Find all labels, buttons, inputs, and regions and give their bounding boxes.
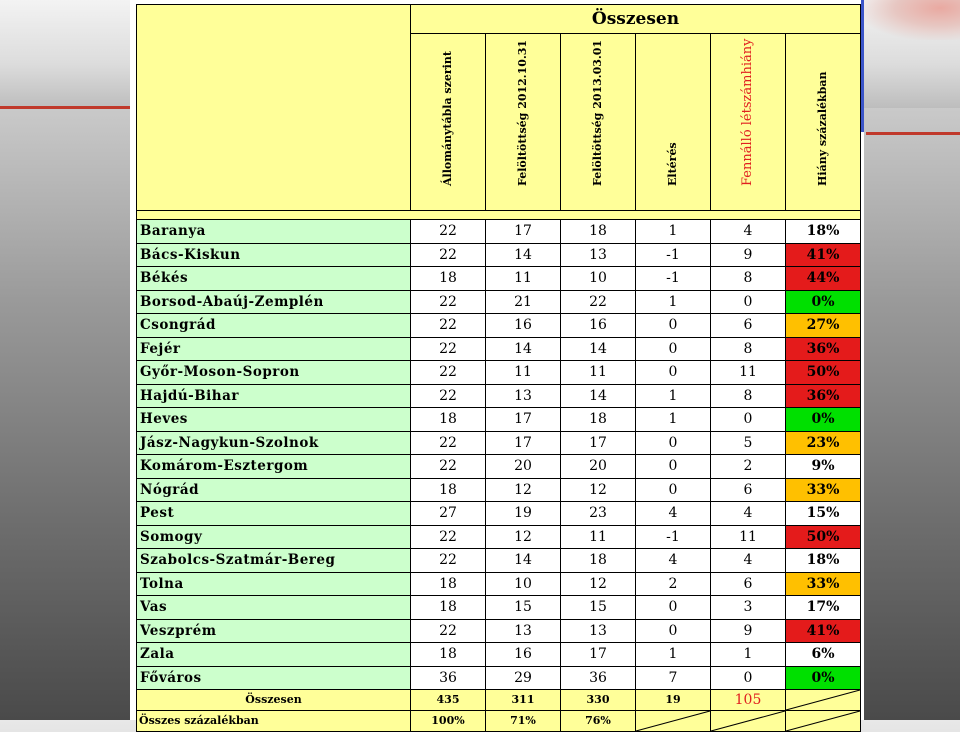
value-cell: 36 bbox=[411, 666, 486, 690]
totals-row bbox=[137, 690, 861, 711]
value-cell: 7 bbox=[636, 666, 711, 690]
shortage-percent-cell: 9% bbox=[786, 455, 861, 479]
value-cell: 19 bbox=[486, 502, 561, 526]
value-cell: 29 bbox=[486, 666, 561, 690]
value-cell: 10 bbox=[561, 267, 636, 291]
percent-label: Összes százalékban bbox=[137, 711, 411, 732]
shortage-percent-cell: 0% bbox=[786, 290, 861, 314]
table-row bbox=[137, 619, 861, 643]
value-cell: 1 bbox=[636, 220, 711, 244]
value-cell: 14 bbox=[486, 337, 561, 361]
value-cell: 0 bbox=[636, 314, 711, 338]
table-row bbox=[137, 431, 861, 455]
value-cell: 18 bbox=[411, 478, 486, 502]
value-cell: 22 bbox=[411, 290, 486, 314]
value-cell: -1 bbox=[636, 525, 711, 549]
value-cell: 22 bbox=[411, 384, 486, 408]
value-cell: 9 bbox=[711, 243, 786, 267]
percent-diagonal-cell bbox=[636, 711, 711, 732]
shortage-percent-cell: 18% bbox=[786, 549, 861, 573]
value-cell: 18 bbox=[411, 408, 486, 432]
table-row bbox=[137, 220, 861, 244]
value-cell: 11 bbox=[486, 361, 561, 385]
county-name: Fejér bbox=[137, 337, 411, 361]
shortage-percent-cell: 23% bbox=[786, 431, 861, 455]
value-cell: 22 bbox=[411, 337, 486, 361]
table-row bbox=[137, 572, 861, 596]
value-cell: 20 bbox=[486, 455, 561, 479]
totals-cell: 330 bbox=[561, 690, 636, 711]
value-cell: 17 bbox=[486, 220, 561, 244]
value-cell: -1 bbox=[636, 267, 711, 291]
col-header-1: Állománytábla szerint bbox=[411, 34, 486, 211]
value-cell: 3 bbox=[711, 596, 786, 620]
value-cell: 4 bbox=[711, 220, 786, 244]
value-cell: 0 bbox=[636, 361, 711, 385]
table-row bbox=[137, 502, 861, 526]
value-cell: 14 bbox=[486, 549, 561, 573]
value-cell: 15 bbox=[561, 596, 636, 620]
value-cell: 6 bbox=[711, 572, 786, 596]
shortage-percent-cell: 41% bbox=[786, 243, 861, 267]
percent-diagonal-cell bbox=[786, 711, 861, 732]
col-header-6: Hiány százalékban bbox=[786, 34, 861, 211]
value-cell: 14 bbox=[561, 337, 636, 361]
percent-diagonal-cell bbox=[711, 711, 786, 732]
value-cell: 13 bbox=[486, 619, 561, 643]
table-row bbox=[137, 361, 861, 385]
county-name: Győr-Moson-Sopron bbox=[137, 361, 411, 385]
shortage-percent-cell: 18% bbox=[786, 220, 861, 244]
county-name: Főváros bbox=[137, 666, 411, 690]
col-header-3: Felöltöttség 2013.03.01 bbox=[561, 34, 636, 211]
value-cell: 8 bbox=[711, 384, 786, 408]
value-cell: 11 bbox=[711, 525, 786, 549]
shortage-percent-cell: 33% bbox=[786, 478, 861, 502]
value-cell: 14 bbox=[561, 384, 636, 408]
county-name: Veszprém bbox=[137, 619, 411, 643]
percent-cell: 100% bbox=[411, 711, 486, 732]
value-cell: 4 bbox=[636, 549, 711, 573]
shortage-percent-cell: 44% bbox=[786, 267, 861, 291]
value-cell: 13 bbox=[486, 384, 561, 408]
table-row bbox=[137, 243, 861, 267]
header-blank-cell bbox=[137, 5, 411, 211]
shortage-percent-cell: 0% bbox=[786, 666, 861, 690]
totals-cell: 435 bbox=[411, 690, 486, 711]
value-cell: 22 bbox=[411, 243, 486, 267]
value-cell: 21 bbox=[486, 290, 561, 314]
percent-row bbox=[137, 711, 861, 732]
county-name: Csongrád bbox=[137, 314, 411, 338]
table-row bbox=[137, 549, 861, 573]
col-header-2: Felöltöttség 2012.10.31 bbox=[486, 34, 561, 211]
value-cell: 1 bbox=[636, 290, 711, 314]
value-cell: 12 bbox=[561, 478, 636, 502]
value-cell: 22 bbox=[411, 314, 486, 338]
county-name: Heves bbox=[137, 408, 411, 432]
shortage-percent-cell: 41% bbox=[786, 619, 861, 643]
value-cell: 0 bbox=[636, 619, 711, 643]
value-cell: 18 bbox=[561, 549, 636, 573]
table-row bbox=[137, 666, 861, 690]
header-rule-right bbox=[866, 132, 960, 135]
county-name: Komárom-Esztergom bbox=[137, 455, 411, 479]
value-cell: 2 bbox=[636, 572, 711, 596]
group-header: Összesen bbox=[411, 5, 861, 34]
value-cell: 0 bbox=[636, 596, 711, 620]
value-cell: 36 bbox=[561, 666, 636, 690]
value-cell: 0 bbox=[711, 290, 786, 314]
value-cell: 6 bbox=[711, 314, 786, 338]
county-name: Zala bbox=[137, 643, 411, 667]
county-name: Jász-Nagykun-Szolnok bbox=[137, 431, 411, 455]
value-cell: 18 bbox=[411, 267, 486, 291]
shortage-percent-cell: 33% bbox=[786, 572, 861, 596]
shortage-percent-cell: 6% bbox=[786, 643, 861, 667]
value-cell: 0 bbox=[636, 455, 711, 479]
county-name: Pest bbox=[137, 502, 411, 526]
value-cell: 1 bbox=[636, 408, 711, 432]
value-cell: -1 bbox=[636, 243, 711, 267]
value-cell: 22 bbox=[411, 619, 486, 643]
value-cell: 13 bbox=[561, 619, 636, 643]
table-row bbox=[137, 267, 861, 291]
county-name: Nógrád bbox=[137, 478, 411, 502]
county-name: Hajdú-Bihar bbox=[137, 384, 411, 408]
value-cell: 18 bbox=[561, 408, 636, 432]
value-cell: 14 bbox=[486, 243, 561, 267]
value-cell: 0 bbox=[636, 478, 711, 502]
value-cell: 12 bbox=[561, 572, 636, 596]
value-cell: 22 bbox=[411, 431, 486, 455]
shortage-percent-cell: 0% bbox=[786, 408, 861, 432]
county-name: Szabolcs-Szatmár-Bereg bbox=[137, 549, 411, 573]
value-cell: 17 bbox=[486, 431, 561, 455]
value-cell: 9 bbox=[711, 619, 786, 643]
value-cell: 11 bbox=[561, 525, 636, 549]
col-header-5: Fennálló létszámhiány bbox=[711, 34, 786, 211]
table-row bbox=[137, 384, 861, 408]
selection-edge bbox=[861, 0, 864, 132]
table-row bbox=[137, 525, 861, 549]
value-cell: 0 bbox=[636, 337, 711, 361]
county-name: Borsod-Abaúj-Zemplén bbox=[137, 290, 411, 314]
shortage-percent-cell: 50% bbox=[786, 525, 861, 549]
value-cell: 18 bbox=[411, 596, 486, 620]
value-cell: 18 bbox=[411, 643, 486, 667]
col-header-4: Eltérés bbox=[636, 34, 711, 211]
value-cell: 0 bbox=[711, 408, 786, 432]
value-cell: 11 bbox=[486, 267, 561, 291]
value-cell: 13 bbox=[561, 243, 636, 267]
shortage-percent-cell: 36% bbox=[786, 337, 861, 361]
value-cell: 27 bbox=[411, 502, 486, 526]
spreadsheet-image bbox=[130, 0, 864, 727]
value-cell: 5 bbox=[711, 431, 786, 455]
table-row bbox=[137, 408, 861, 432]
value-cell: 20 bbox=[561, 455, 636, 479]
value-cell: 11 bbox=[711, 361, 786, 385]
value-cell: 12 bbox=[486, 478, 561, 502]
value-cell: 17 bbox=[561, 643, 636, 667]
value-cell: 1 bbox=[636, 643, 711, 667]
value-cell: 6 bbox=[711, 478, 786, 502]
value-cell: 11 bbox=[561, 361, 636, 385]
value-cell: 22 bbox=[411, 525, 486, 549]
value-cell: 16 bbox=[486, 643, 561, 667]
value-cell: 2 bbox=[711, 455, 786, 479]
value-cell: 0 bbox=[636, 431, 711, 455]
percent-cell: 76% bbox=[561, 711, 636, 732]
value-cell: 4 bbox=[711, 549, 786, 573]
shortage-percent-cell: 15% bbox=[786, 502, 861, 526]
value-cell: 23 bbox=[561, 502, 636, 526]
value-cell: 8 bbox=[711, 267, 786, 291]
value-cell: 22 bbox=[411, 361, 486, 385]
shortage-percent-cell: 36% bbox=[786, 384, 861, 408]
totals-cell: 311 bbox=[486, 690, 561, 711]
value-cell: 12 bbox=[486, 525, 561, 549]
table-row bbox=[137, 643, 861, 667]
header-spacer bbox=[137, 211, 861, 220]
totals-label: Összesen bbox=[137, 690, 411, 711]
value-cell: 16 bbox=[486, 314, 561, 338]
staffing-table bbox=[136, 4, 861, 732]
table-row bbox=[137, 337, 861, 361]
percent-cell: 71% bbox=[486, 711, 561, 732]
value-cell: 22 bbox=[411, 549, 486, 573]
totals-cell-shortage: 105 bbox=[711, 690, 786, 711]
value-cell: 16 bbox=[561, 314, 636, 338]
value-cell: 4 bbox=[636, 502, 711, 526]
value-cell: 17 bbox=[486, 408, 561, 432]
county-name: Bács-Kiskun bbox=[137, 243, 411, 267]
header-rule-left bbox=[0, 106, 132, 109]
totals-cell: 19 bbox=[636, 690, 711, 711]
totals-diagonal-cell bbox=[786, 690, 861, 711]
county-name: Baranya bbox=[137, 220, 411, 244]
value-cell: 1 bbox=[636, 384, 711, 408]
shortage-percent-cell: 27% bbox=[786, 314, 861, 338]
shortage-percent-cell: 17% bbox=[786, 596, 861, 620]
value-cell: 8 bbox=[711, 337, 786, 361]
value-cell: 17 bbox=[561, 431, 636, 455]
shortage-percent-cell: 50% bbox=[786, 361, 861, 385]
value-cell: 22 bbox=[411, 455, 486, 479]
value-cell: 18 bbox=[561, 220, 636, 244]
county-name: Somogy bbox=[137, 525, 411, 549]
value-cell: 4 bbox=[711, 502, 786, 526]
decorative-swoosh bbox=[860, 0, 960, 40]
value-cell: 1 bbox=[711, 643, 786, 667]
value-cell: 22 bbox=[411, 220, 486, 244]
value-cell: 22 bbox=[561, 290, 636, 314]
county-name: Békés bbox=[137, 267, 411, 291]
value-cell: 18 bbox=[411, 572, 486, 596]
county-name: Vas bbox=[137, 596, 411, 620]
value-cell: 10 bbox=[486, 572, 561, 596]
table-row bbox=[137, 314, 861, 338]
table-row bbox=[137, 455, 861, 479]
county-name: Tolna bbox=[137, 572, 411, 596]
table-row bbox=[137, 290, 861, 314]
table-row bbox=[137, 478, 861, 502]
table-row bbox=[137, 596, 861, 620]
value-cell: 15 bbox=[486, 596, 561, 620]
value-cell: 0 bbox=[711, 666, 786, 690]
